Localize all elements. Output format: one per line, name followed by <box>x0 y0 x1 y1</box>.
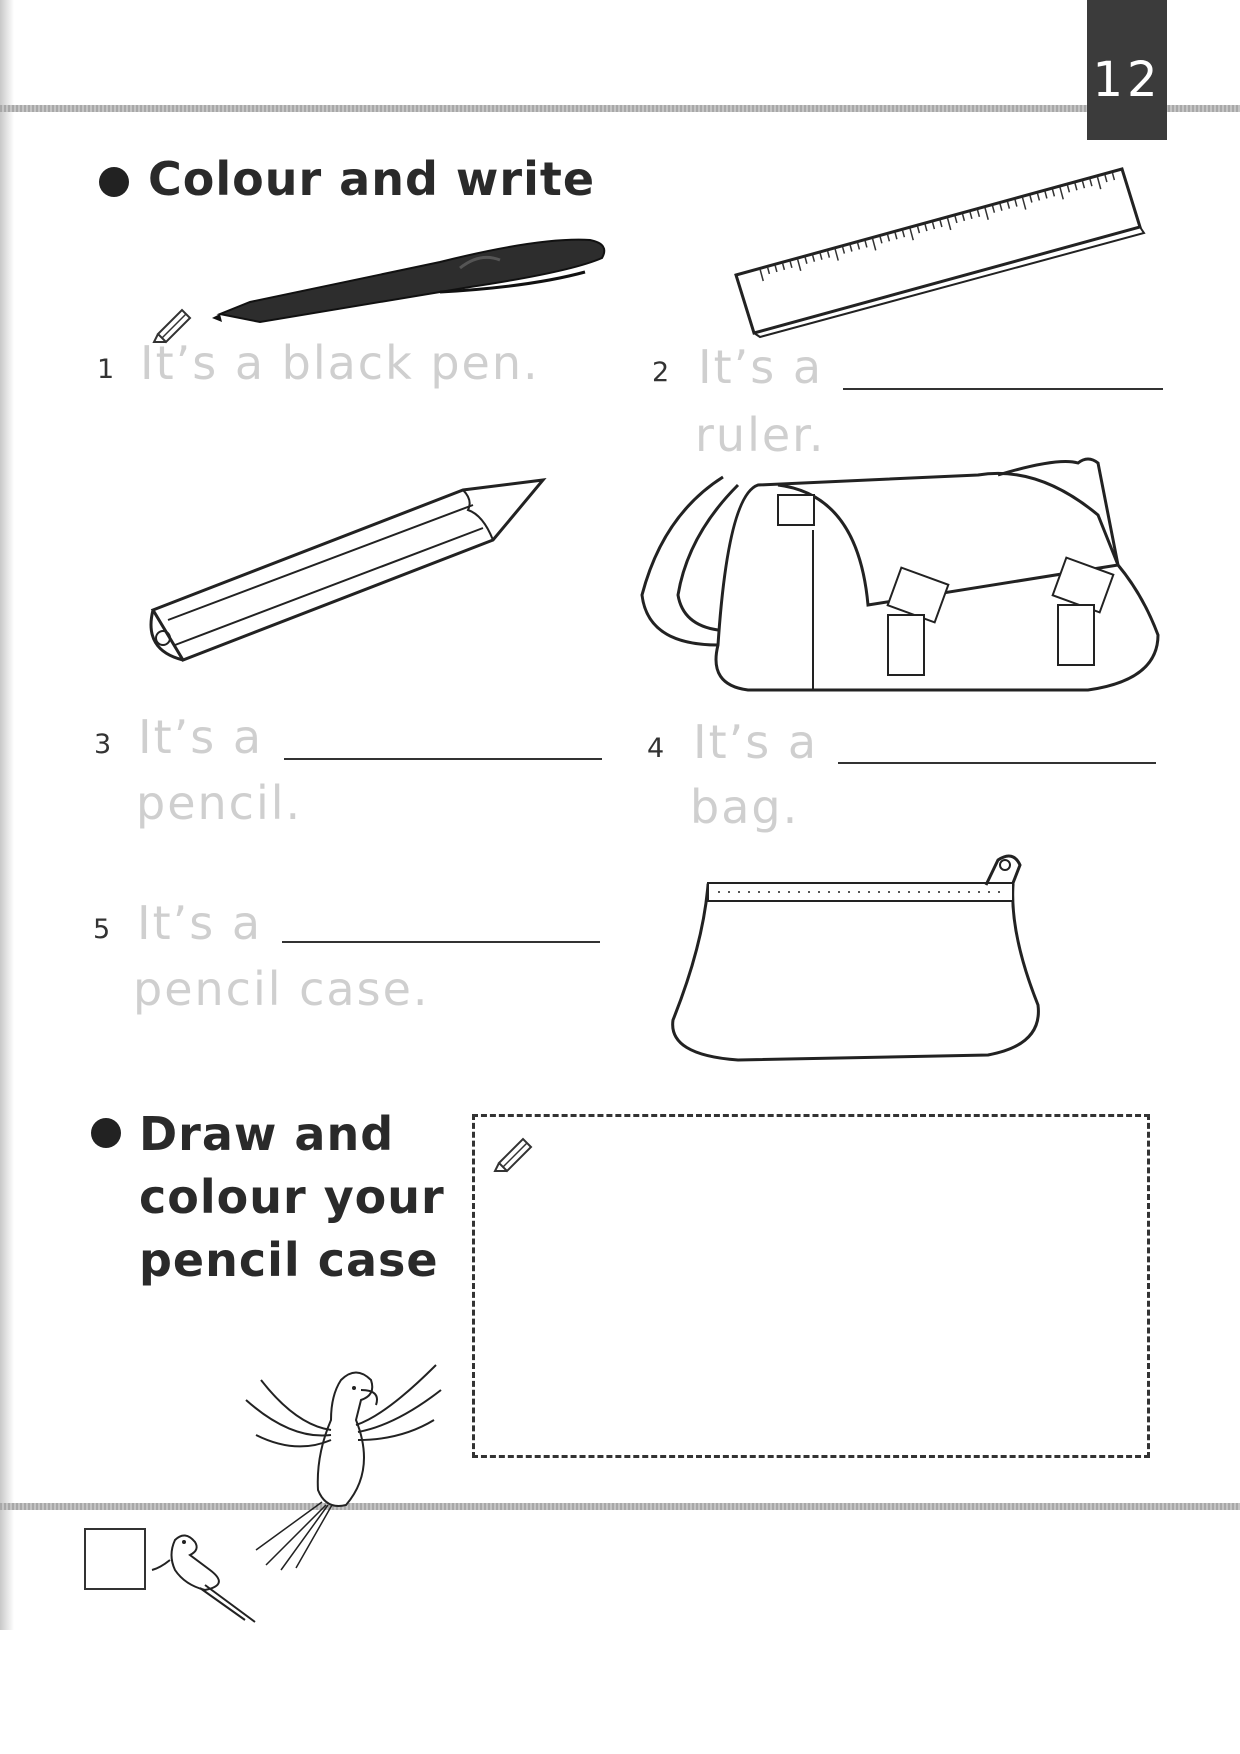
item-number-4: 4 <box>647 733 665 764</box>
bullet-icon <box>91 1118 121 1148</box>
item-word-3: pencil. <box>136 776 303 830</box>
page-number: 12 <box>1087 0 1167 140</box>
answer-line-5[interactable] <box>282 941 600 943</box>
heading-line: colour your <box>139 1170 445 1224</box>
top-rule <box>0 105 1240 112</box>
answer-line-3[interactable] <box>284 758 602 760</box>
pencil-drawing <box>143 480 553 670</box>
bag-drawing <box>638 455 1168 705</box>
item-number-3: 3 <box>94 729 112 760</box>
item-number-1: 1 <box>97 354 115 385</box>
heading-line: Draw and <box>139 1107 395 1161</box>
item-word-4: bag. <box>690 780 800 834</box>
item-text-4: It’s a <box>693 715 819 769</box>
item-text-2: It’s a <box>698 340 824 394</box>
pen-drawing <box>210 232 610 332</box>
bottom-rule <box>0 1503 1240 1510</box>
answer-line-4[interactable] <box>838 762 1156 764</box>
item-word-2: ruler. <box>695 408 826 462</box>
item-text-3: It’s a <box>138 710 264 764</box>
bullet-icon <box>99 167 129 197</box>
score-box[interactable] <box>84 1528 146 1590</box>
ruler-drawing <box>730 165 1150 345</box>
item-number-2: 2 <box>652 357 670 388</box>
item-text-5: It’s a <box>137 896 263 950</box>
item-number-5: 5 <box>93 914 111 945</box>
item-text-1: It’s a black pen. <box>140 336 540 390</box>
section-heading-draw <box>139 1103 445 1292</box>
page-edge-shadow <box>0 0 14 1630</box>
section-heading-colour-write: Colour and write <box>148 152 596 206</box>
drawing-area[interactable] <box>472 1114 1150 1458</box>
pencil-case-drawing <box>668 845 1048 1065</box>
pencil-icon <box>493 1131 535 1171</box>
parrot-drawing <box>150 1530 260 1625</box>
heading-line: pencil case <box>139 1233 439 1287</box>
item-word-5: pencil case. <box>133 962 430 1016</box>
answer-line-2[interactable] <box>843 388 1163 390</box>
parrot-drawing <box>236 1360 446 1570</box>
